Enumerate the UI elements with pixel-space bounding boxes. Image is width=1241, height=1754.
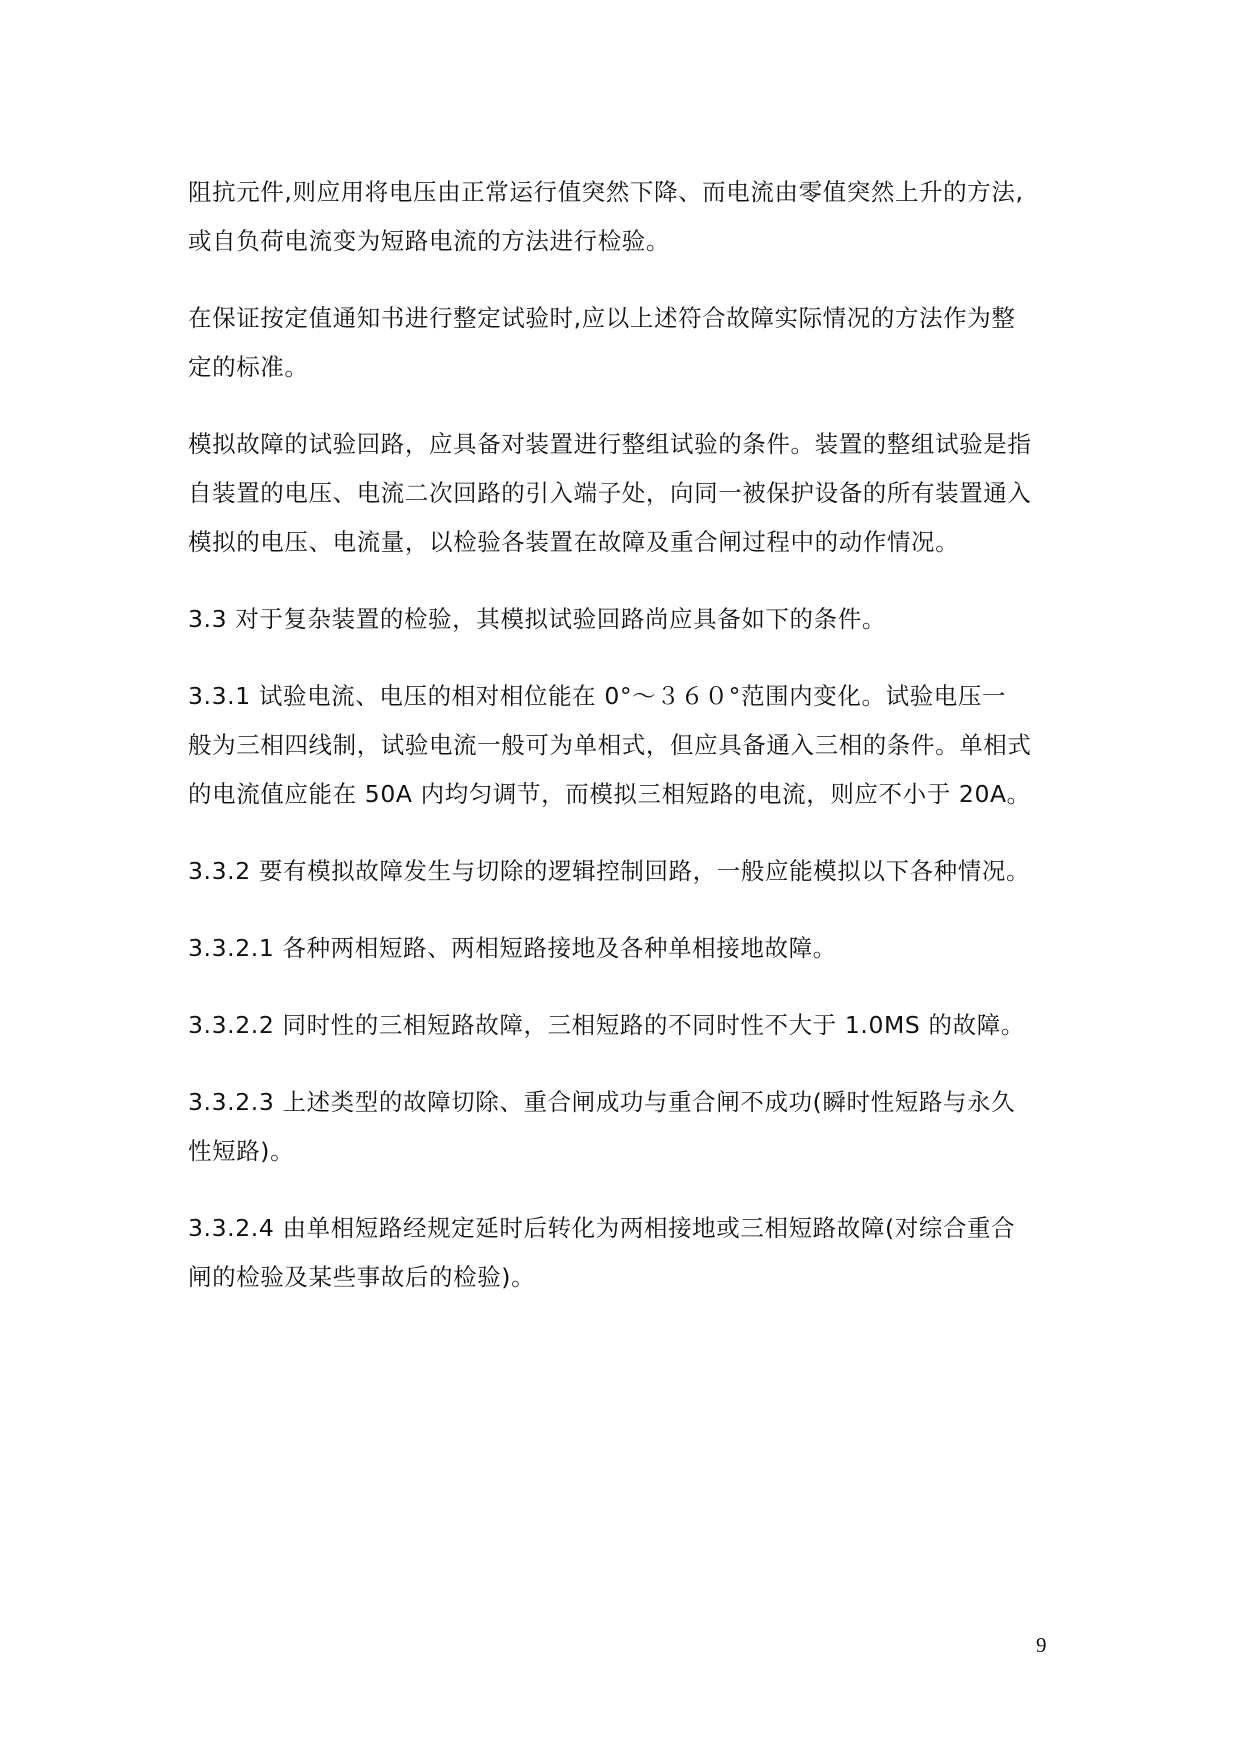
paragraph <box>188 420 1058 567</box>
text-line: 3.3.1 试验电流、电压的相对相位能在 0°～３６０°范围内变化。试验电压一 <box>188 682 1007 710</box>
section-3-3-2-1 <box>188 924 1058 973</box>
page-body <box>188 168 1058 1330</box>
text-line: 3.3.2.4 由单相短路经规定延时后转化为两相接地或三相短路故障(对综合重合 <box>188 1214 1016 1242</box>
text-line: 3.3.2.2 同时性的三相短路故障，三相短路的不同时性不大于 1.0MS 的故障。 <box>188 1011 1025 1039</box>
section-3-3-2 <box>188 847 1058 896</box>
text-line: 3.3 对于复杂装置的检验，其模拟试验回路尚应具备如下的条件。 <box>188 605 886 633</box>
text-line: 般为三相四线制，试验电流一般可为单相式，但应具备通入三相的条件。单相式 <box>188 731 1032 759</box>
text-line: 模拟的电压、电流量，以检验各装置在故障及重合闸过程中的动作情况。 <box>188 528 960 556</box>
section-3-3-2-4 <box>188 1204 1058 1302</box>
text-line: 闸的检验及某些事故后的检验)。 <box>188 1263 536 1291</box>
text-line: 阻抗元件,则应用将电压由正常运行值突然下降、而电流由零值突然上升的方法, <box>188 178 1024 206</box>
text-line: 或自负荷电流变为短路电流的方法进行检验。 <box>188 227 670 255</box>
text-line: 在保证按定值通知书进行整定试验时,应以上述符合故障实际情况的方法作为整 <box>188 304 1016 332</box>
text-line: 3.3.2.3 上述类型的故障切除、重合闸成功与重合闸不成功(瞬时性短路与永久 <box>188 1088 1016 1116</box>
section-3-3-2-3 <box>188 1078 1058 1176</box>
text-line: 自装置的电压、电流二次回路的引入端子处，向同一被保护设备的所有装置通入 <box>188 479 1032 507</box>
paragraph <box>188 168 1058 266</box>
section-3-3 <box>188 595 1058 644</box>
text-line: 性短路)。 <box>188 1137 295 1165</box>
text-line: 3.3.2 要有模拟故障发生与切除的逻辑控制回路，一般应能模拟以下各种情况。 <box>188 857 1031 885</box>
section-3-3-2-2 <box>188 1001 1058 1050</box>
text-line: 模拟故障的试验回路，应具备对装置进行整组试验的条件。装置的整组试验是指 <box>188 430 1032 458</box>
section-3-3-1 <box>188 672 1058 819</box>
page-number: 9 <box>1036 1633 1047 1657</box>
text-line: 3.3.2.1 各种两相短路、两相短路接地及各种单相接地故障。 <box>188 934 837 962</box>
text-line: 定的标准。 <box>188 353 309 381</box>
paragraph <box>188 294 1058 392</box>
text-line: 的电流值应能在 50A 内均匀调节，而模拟三相短路的电流，则应不小于 20A。 <box>188 780 1031 808</box>
